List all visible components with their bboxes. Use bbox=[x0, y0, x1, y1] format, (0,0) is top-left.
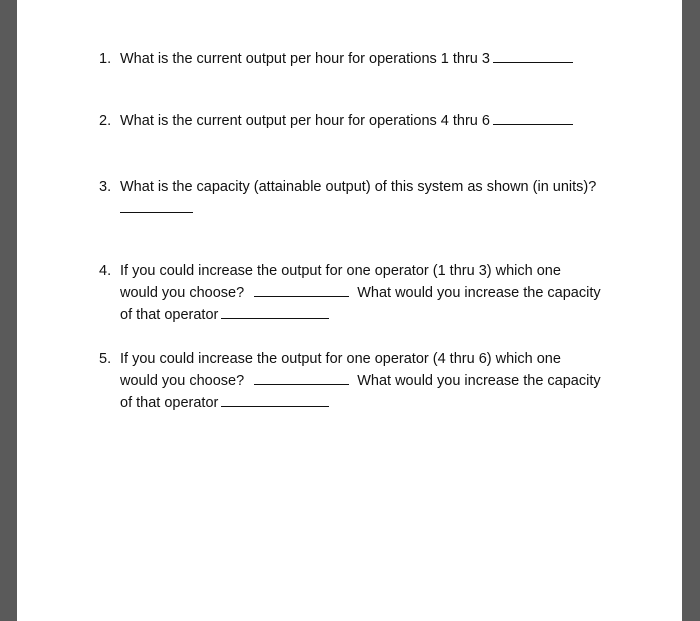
question-number: 4. bbox=[99, 263, 112, 279]
worksheet-page bbox=[17, 0, 682, 621]
question-text: of that operator bbox=[120, 307, 219, 323]
question-number: 3. bbox=[99, 179, 112, 195]
operator-choice-blank[interactable] bbox=[254, 282, 349, 297]
question-text: would you choose? bbox=[120, 285, 245, 301]
answer-blank[interactable] bbox=[493, 110, 573, 125]
question-text: What is the current output per hour for operations 4 thru 6 bbox=[120, 113, 490, 129]
answer-blank[interactable] bbox=[493, 48, 573, 63]
question-text: would you choose? bbox=[120, 373, 245, 389]
question-number: 5. bbox=[99, 351, 112, 367]
capacity-blank[interactable] bbox=[221, 392, 329, 407]
question-text: What is the current output per hour for operations 1 thru 3 bbox=[120, 51, 490, 67]
question-number: 1. bbox=[99, 51, 112, 67]
question-text: What would you increase the capacity bbox=[357, 285, 601, 301]
question-text: What is the capacity (attainable output) of this system as shown (in units)? bbox=[120, 179, 597, 195]
operator-choice-blank[interactable] bbox=[254, 370, 349, 385]
answer-blank[interactable] bbox=[120, 198, 193, 213]
capacity-blank[interactable] bbox=[221, 304, 329, 319]
question-text: If you could increase the output for one operator (4 thru 6) which one bbox=[120, 351, 561, 367]
question-number: 2. bbox=[99, 113, 112, 129]
question-text: If you could increase the output for one operator (1 thru 3) which one bbox=[120, 263, 561, 279]
question-text: What would you increase the capacity bbox=[357, 373, 601, 389]
question-text: of that operator bbox=[120, 395, 219, 411]
